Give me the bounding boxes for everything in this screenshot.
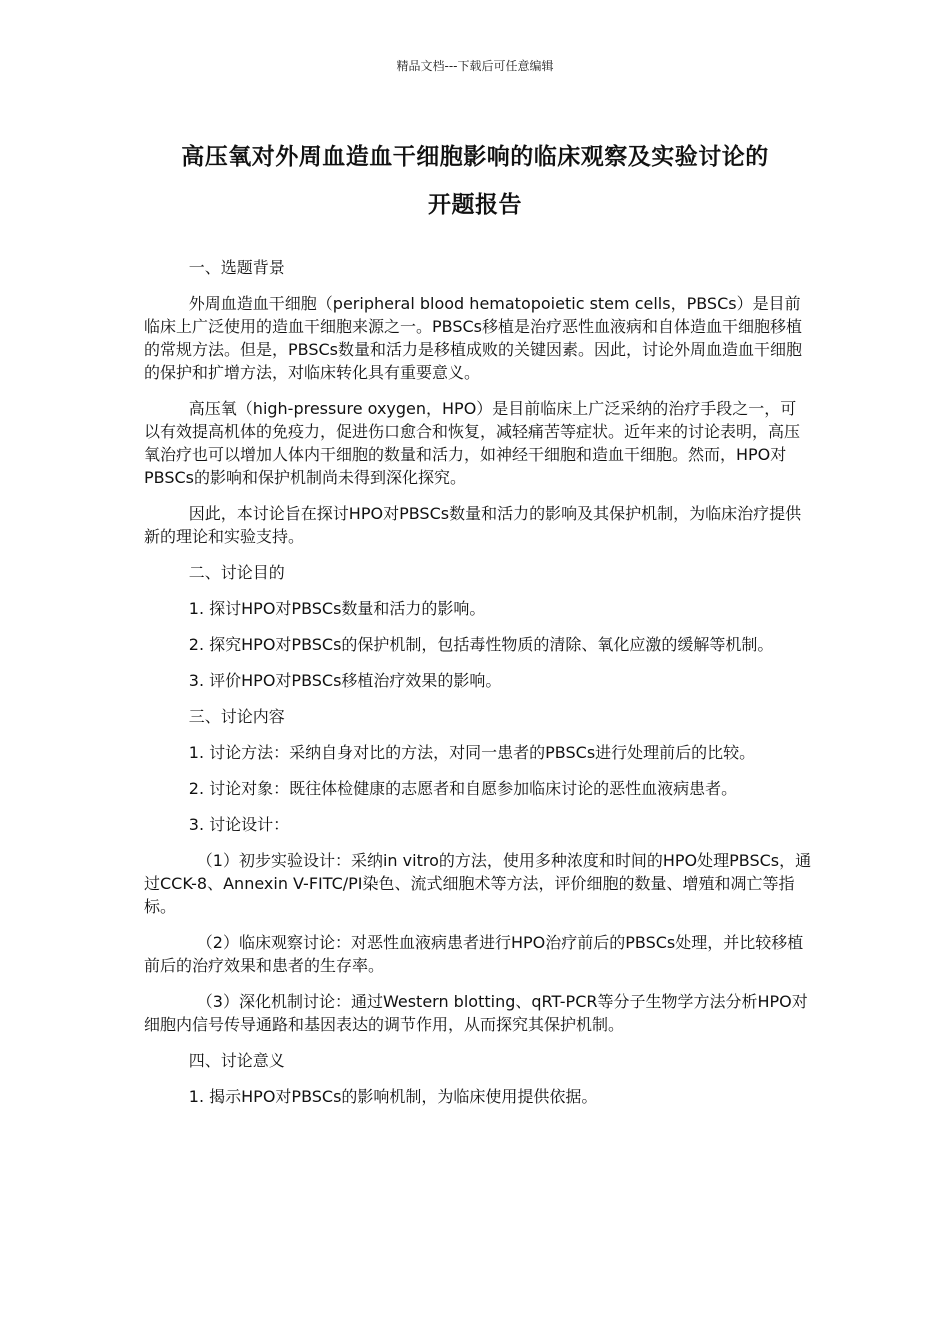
document-body	[144, 256, 812, 1121]
design-item-1: （1）初步实验设计：采纳in vitro的方法，使用多种浓度和时间的HPO处理PBSCs，通过CCK-8、Annexin V-FITC/PI染色、流式细胞术等方法，评价细胞的数量、增殖和凋亡等指标。	[144, 851, 812, 916]
document-title-line-1: 高压氧对外周血造血干细胞影响的临床观察及实验讨论的	[181, 144, 769, 170]
section-heading-objectives: 二、讨论目的	[188, 563, 285, 582]
section-heading-content: 三、讨论内容	[188, 707, 285, 726]
content-item-1: 1. 讨论方法：采纳自身对比的方法，对同一患者的PBSCs进行处理前后的比较。	[188, 743, 756, 762]
background-paragraph-3: 因此，本讨论旨在探讨HPO对PBSCs数量和活力的影响及其保护机制，为临床治疗提供新的理论和实验支持。	[144, 504, 802, 546]
background-paragraph-2: 高压氧（high-pressure oxygen，HPO）是目前临床上广泛采纳的治疗手段之一，可以有效提高机体的免疫力，促进伤口愈合和恢复，减轻痛苦等症状。近年来的讨论表明，高压氧治疗也可以增加人体内干细胞的数量和活力，如神经干细胞和造血干细胞。然而，HPO对PBSCs的影响和保护机制尚未得到深化探究。	[144, 399, 801, 487]
section-heading-background: 一、选题背景	[188, 258, 285, 277]
page-header-note: 精品文档---下载后可任意编辑	[396, 59, 554, 73]
objective-item-1: 1. 探讨HPO对PBSCs数量和活力的影响。	[188, 599, 486, 618]
design-item-3: （3）深化机制讨论：通过Western blotting、qRT-PCR等分子生物学方法分析HPO对细胞内信号传导通路和基因表达的调节作用，从而探究其保护机制。	[144, 992, 808, 1034]
section-heading-significance: 四、讨论意义	[188, 1051, 285, 1070]
content-item-2: 2. 讨论对象：既往体检健康的志愿者和自愿参加临床讨论的恶性血液病患者。	[188, 779, 738, 798]
design-item-2: （2）临床观察讨论：对恶性血液病患者进行HPO治疗前后的PBSCs处理，并比较移植前后的治疗效果和患者的生存率。	[144, 933, 804, 975]
document-title-line-2: 开题报告	[428, 192, 522, 218]
objective-item-3: 3. 评价HPO对PBSCs移植治疗效果的影响。	[188, 671, 502, 690]
significance-item-1: 1. 揭示HPO对PBSCs的影响机制，为临床使用提供依据。	[188, 1087, 598, 1106]
background-paragraph-1: 外周血造血干细胞（peripheral blood hematopoietic stem cells，PBSCs）是目前临床上广泛使用的造血干细胞来源之一。PBSCs移植是治疗恶性血液病和自体造血干细胞移植的常规方法。但是，PBSCs数量和活力是移植成败的关键因素。因此，讨论外周血造血干细胞的保护和扩增方法，对临床转化具有重要意义。	[144, 294, 803, 382]
objective-item-2: 2. 探究HPO对PBSCs的保护机制，包括毒性物质的清除、氧化应激的缓解等机制。	[188, 635, 774, 654]
content-item-3: 3. 讨论设计：	[188, 815, 290, 834]
